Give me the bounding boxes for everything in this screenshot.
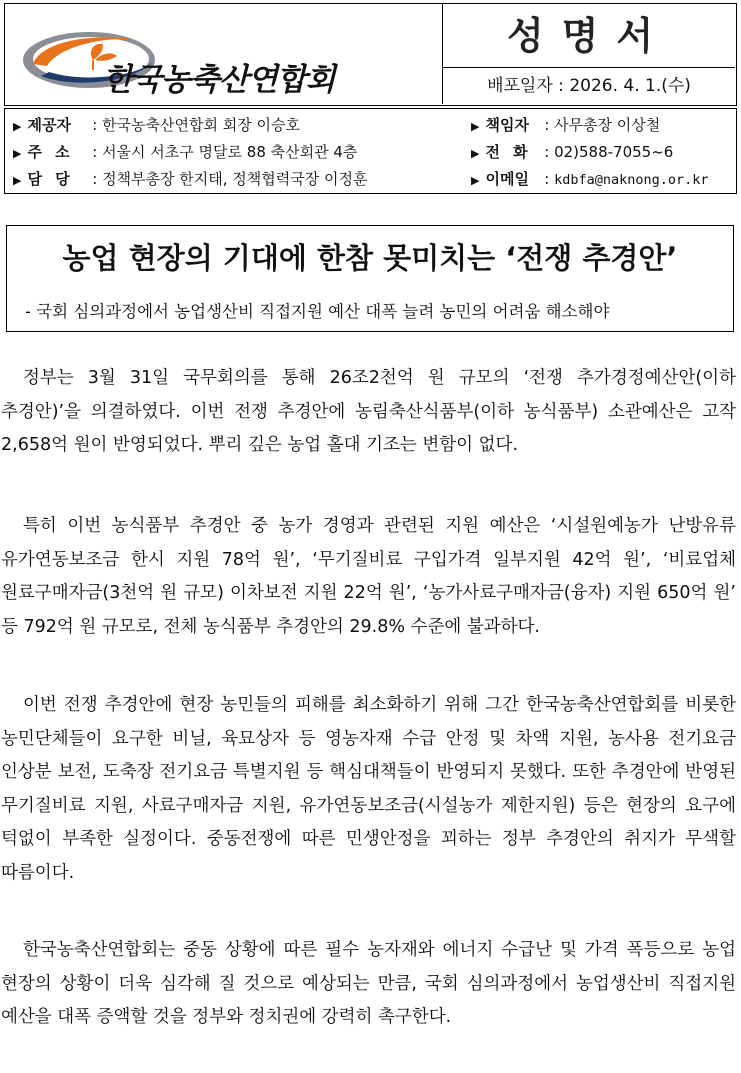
- logo-cell: [5, 4, 443, 104]
- release-date-separator: :: [558, 76, 570, 96]
- phone-label: 전 화: [485, 143, 532, 161]
- address-value: 서울시 서초구 명달로 88 축산회관 4층: [102, 143, 358, 161]
- organization-logo-text: 한국농축산연합회: [103, 62, 335, 98]
- phone-value: 02)588-7055~6: [554, 143, 674, 161]
- headline-title: 농업 현장의 기대에 한참 못미치는 ‘전쟁 추경안’: [62, 241, 678, 275]
- headline-box: [6, 225, 734, 332]
- document-header: [4, 3, 737, 106]
- colon-separator: :: [539, 116, 555, 134]
- contact-row-email: [471, 166, 709, 192]
- contact-row-staff: [13, 166, 367, 192]
- document-type-title: 성명서: [443, 4, 735, 68]
- triangle-right-icon: ▶: [471, 174, 480, 187]
- triangle-right-icon: ▶: [13, 174, 22, 187]
- body-paragraph-3: 이번 전쟁 추경안에 현장 농민들의 피해를 최소화하기 위해 그간 한국농축산연합회를 비롯한 농민단체들이 요구한 비닐, 육묘상자 등 영농자재 수급 안정 및 차액 지원, 농사용 전기요금 인상분 보전, 도축장 전기요금 특별지원 등 핵심대책들이 반영되지 못했다. 또한 추경안에 반영된 무기질비료 지원, 사료구매자금 지원, 유가연동보조금(시설농가 제한지원) 등은 현장의 요구에 턱없이 부족한 실정이다. 중동전쟁에 따른 민생안정을 꾀하는 정부 추경안의 취지가 무색할 따름이다.: [1, 695, 736, 883]
- contact-row-manager: [471, 112, 660, 138]
- contact-row-address: [13, 139, 357, 165]
- manager-value: 사무총장 이상철: [554, 116, 661, 134]
- body-paragraph-2: 특히 이번 농식품부 추경안 중 농가 경영과 관련된 지원 예산은 ‘시설원예농가 난방유류 유가연동보조금 한시 지원 78억 원’, ‘무기질비료 구입가격 일부지원 42억 원’, ‘비료업체 원료구매자금(3천억 원 규모) 이차보전 지원 22억 원’, ‘농가사료구매자금(융자) 지원 650억 원’ 등 792억 원 규모로, 전체 농식품부 추경안의 29.8% 수준에 불과하다.: [1, 516, 736, 637]
- headline-subtitle: - 국회 심의과정에서 농업생산비 직접지원 예산 대폭 늘려 농민의 어려움 해소해야: [25, 302, 610, 321]
- provider-label: 제공자: [27, 116, 71, 134]
- contact-row-phone: [471, 139, 673, 165]
- staff-label: 담 당: [27, 170, 74, 188]
- provider-value: 한국농축산연합회 회장 이승호: [102, 116, 300, 134]
- email-label: 이메일: [485, 170, 529, 188]
- email-value[interactable]: kdbfa@naknong.or.kr: [554, 172, 709, 188]
- triangle-right-icon: ▶: [13, 147, 22, 160]
- triangle-right-icon: ▶: [471, 147, 480, 160]
- body-paragraph-1: 정부는 3월 31일 국무회의를 통해 26조2천억 원 규모의 ‘전쟁 추가경정예산안(이하 추경안)’을 의결하였다. 이번 전쟁 추경안에 농림축산식품부(이하 농식품부) 소관예산은 고작 2,658억 원이 반영되었다. 뿌리 깊은 농업 홀대 기조는 변함이 없다.: [1, 368, 736, 455]
- colon-separator: :: [87, 170, 103, 188]
- address-label: 주 소: [27, 143, 74, 161]
- staff-value: 정책부총장 한지태, 정책협력국장 이정훈: [102, 170, 368, 188]
- triangle-right-icon: ▶: [471, 120, 480, 133]
- body-paragraph-4: 한국농축산연합회는 중동 상황에 따른 필수 농자재와 에너지 수급난 및 가격 폭등으로 농업 현장의 상황이 더욱 심각해 질 것으로 예상되는 만큼, 국회 심의과정에서 농업생산비 직접지원 예산을 대폭 증액할 것을 정부와 정치권에 강력히 촉구한다.: [1, 940, 736, 1027]
- contact-info-box: [4, 108, 737, 194]
- organization-logo: [21, 26, 431, 98]
- release-date-value: 2026. 4. 1.(수): [569, 76, 691, 96]
- manager-label: 책임자: [485, 116, 529, 134]
- triangle-right-icon: ▶: [13, 120, 22, 133]
- release-date-label: 배포일자: [487, 76, 553, 96]
- release-date: [443, 68, 735, 104]
- colon-separator: :: [539, 143, 555, 161]
- colon-separator: :: [87, 116, 103, 134]
- colon-separator: :: [539, 170, 555, 188]
- contact-row-provider: [13, 112, 300, 138]
- colon-separator: :: [87, 143, 103, 161]
